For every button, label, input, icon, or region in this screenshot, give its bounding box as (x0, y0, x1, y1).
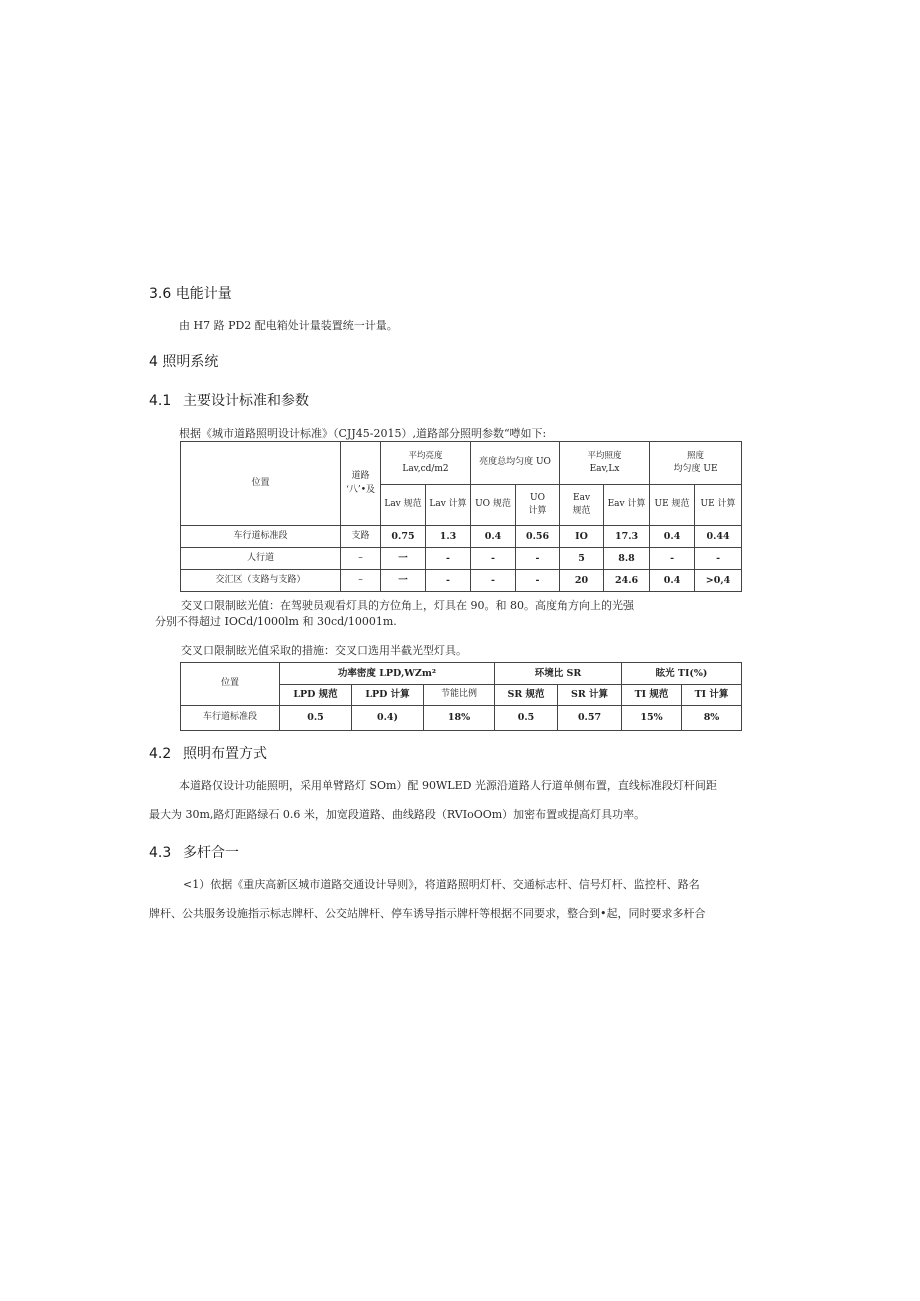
section-4-3-heading (149, 842, 239, 862)
cell: 24.6 (604, 570, 650, 592)
cell: 0.5 (280, 706, 352, 731)
cell: 1.3 (426, 526, 471, 548)
section-4-2-heading (149, 743, 267, 763)
header-luminance-uniformity: 亮度总均匀度 UO (471, 442, 560, 485)
sub-lav-spec: Lav 规范 (381, 485, 426, 526)
sub-ti-calc: TI 计算 (682, 685, 742, 706)
header-lav-unit: Lav,cd/m2 (402, 463, 449, 474)
sub-ue-calc: UE 计算 (695, 485, 742, 526)
cell: 17.3 (604, 526, 650, 548)
cell: 0.44 (695, 526, 742, 548)
row-name: 车行道标准段 (181, 526, 341, 548)
table-row (181, 526, 742, 548)
table-row (181, 706, 742, 731)
standard-intro-text: 根据《城市道路照明设计标准》（CJJ45-2015）,道路部分照明参数“噂如下: (179, 427, 547, 440)
cell: 8.8 (604, 548, 650, 570)
sub-energy-ratio: 节能比例 (424, 685, 495, 706)
row-name: 车行道标准段 (181, 706, 280, 731)
cell: - (695, 548, 742, 570)
sub-ti-spec: TI 规范 (622, 685, 682, 706)
cell: - (426, 548, 471, 570)
sub-ue-spec: UE 规范 (650, 485, 695, 526)
layout-text-line1: 本道路仅设计功能照明，采用单臂路灯 SOm）配 90WLED 光源沿道路人行道单侧布置，直线标准段灯杆间距 (179, 779, 717, 792)
sub-lpd-calc: LPD 计算 (352, 685, 424, 706)
cell: 一 (381, 548, 426, 570)
cell: 20 (560, 570, 604, 592)
header-lav-label: 平均亮度 (408, 451, 443, 462)
sub-uo-calc (516, 485, 560, 526)
cell: - (516, 570, 560, 592)
header-position: 位置 (181, 663, 280, 706)
cell: - (650, 548, 695, 570)
cell: - (471, 570, 516, 592)
sub-lav-calc: Lav 计算 (426, 485, 471, 526)
cell: 18% (424, 706, 495, 731)
cell: 5 (560, 548, 604, 570)
section-number: 4.3 (149, 845, 172, 861)
cell: 8% (682, 706, 742, 731)
cell: 0.4 (650, 570, 695, 592)
cell: 0.4 (650, 526, 695, 548)
sub-eav-spec (560, 485, 604, 526)
cell: 0.4) (352, 706, 424, 731)
row-class: 支路 (341, 526, 381, 548)
glare-limit-text-line2: 分别不得超过 IOCd/1000lm 和 30cd/10001m. (155, 615, 397, 628)
sub-uo-calc-line1: UO (530, 492, 545, 503)
section-title: 主要设计标准和参数 (183, 393, 309, 409)
sub-sr-calc: SR 计算 (558, 685, 622, 706)
sub-uo-spec: UO 规范 (471, 485, 516, 526)
header-ue-label2: 均匀度 UE (673, 463, 718, 474)
header-eav-unit: Eav,Lx (589, 463, 620, 474)
cell: - (426, 570, 471, 592)
cell: 0.56 (516, 526, 560, 548)
row-name: 交汇区（支路与支路） (181, 570, 341, 592)
sub-sr-spec: SR 规范 (495, 685, 558, 706)
sub-uo-calc-line2: 计算 (528, 506, 547, 516)
header-ti: 眩光 TI(%) (622, 663, 742, 685)
header-ue-label: 照度 (687, 451, 705, 462)
cell: >0,4 (695, 570, 742, 592)
header-illuminance-uniformity (650, 442, 742, 485)
header-position: 位置 (181, 442, 341, 526)
cell: 0.75 (381, 526, 426, 548)
sub-eav-spec-line2: 规范 (572, 506, 591, 516)
row-class: – (341, 570, 381, 592)
section-number: 4.1 (149, 393, 172, 409)
header-road-class-line2: ‘八’•及 (345, 484, 376, 495)
cell: 0.4 (471, 526, 516, 548)
cell: 0.5 (495, 706, 558, 731)
header-sr: 环境比 SR (495, 663, 622, 685)
section-3-6-heading: 3.6 电能计量 (149, 286, 232, 302)
section-title: 多杆合一 (183, 845, 239, 861)
header-road-class (341, 442, 381, 526)
sub-lpd-spec: LPD 规范 (280, 685, 352, 706)
cell: 0.57 (558, 706, 622, 731)
cell: 一 (381, 570, 426, 592)
row-class: – (341, 548, 381, 570)
cell: - (471, 548, 516, 570)
header-average-luminance (381, 442, 471, 485)
cell: - (516, 548, 560, 570)
glare-limit-text-line1: 交叉口限制眩光值：在驾驶员观看灯具的方位角上，灯具在 90。和 80。高度角方向上的光强 (181, 599, 634, 612)
table-row (181, 548, 742, 570)
section-3-6-body: 由 H7 路 PD2 配电箱处计量装置统一计量。 (179, 319, 398, 332)
layout-text-line2: 最大为 30m,路灯距路绿石 0.6 米，加宽段道路、曲线路段（RVIoOOm）加密布置或提高灯具功率。 (149, 808, 646, 821)
row-name: 人行道 (181, 548, 341, 570)
sub-eav-calc: Eav 计算 (604, 485, 650, 526)
header-road-class-line1: 道路 (351, 471, 370, 482)
power-density-table (180, 662, 742, 731)
multi-pole-text-line2: 牌杆、公共服务设施指示标志牌杆、公交站牌杆、停车诱导指示牌杆等根据不同要求，整合到•起，同时要求多杆合 (149, 907, 706, 920)
section-title: 照明布置方式 (183, 746, 267, 762)
sub-eav-spec-line1: Eav (573, 492, 591, 503)
table-row (181, 570, 742, 592)
cell: 15% (622, 706, 682, 731)
section-4-heading: 4 照明系统 (149, 354, 219, 370)
header-average-illuminance (560, 442, 650, 485)
section-4-1-heading (149, 390, 309, 410)
header-eav-label: 平均照度 (587, 451, 622, 462)
header-lpd: 功率密度 LPD,WZm² (280, 663, 495, 685)
section-number: 4.2 (149, 746, 172, 762)
multi-pole-text-line1: <1）依据《重庆高新区城市道路交通设计导则》，将道路照明灯杆、交通标志杆、信号灯杆、监控杆、路名 (183, 878, 700, 891)
glare-measure-text: 交叉口限制眩光值采取的措施：交叉口选用半截光型灯具。 (181, 644, 467, 657)
cell: IO (560, 526, 604, 548)
lighting-parameters-table (180, 441, 742, 592)
